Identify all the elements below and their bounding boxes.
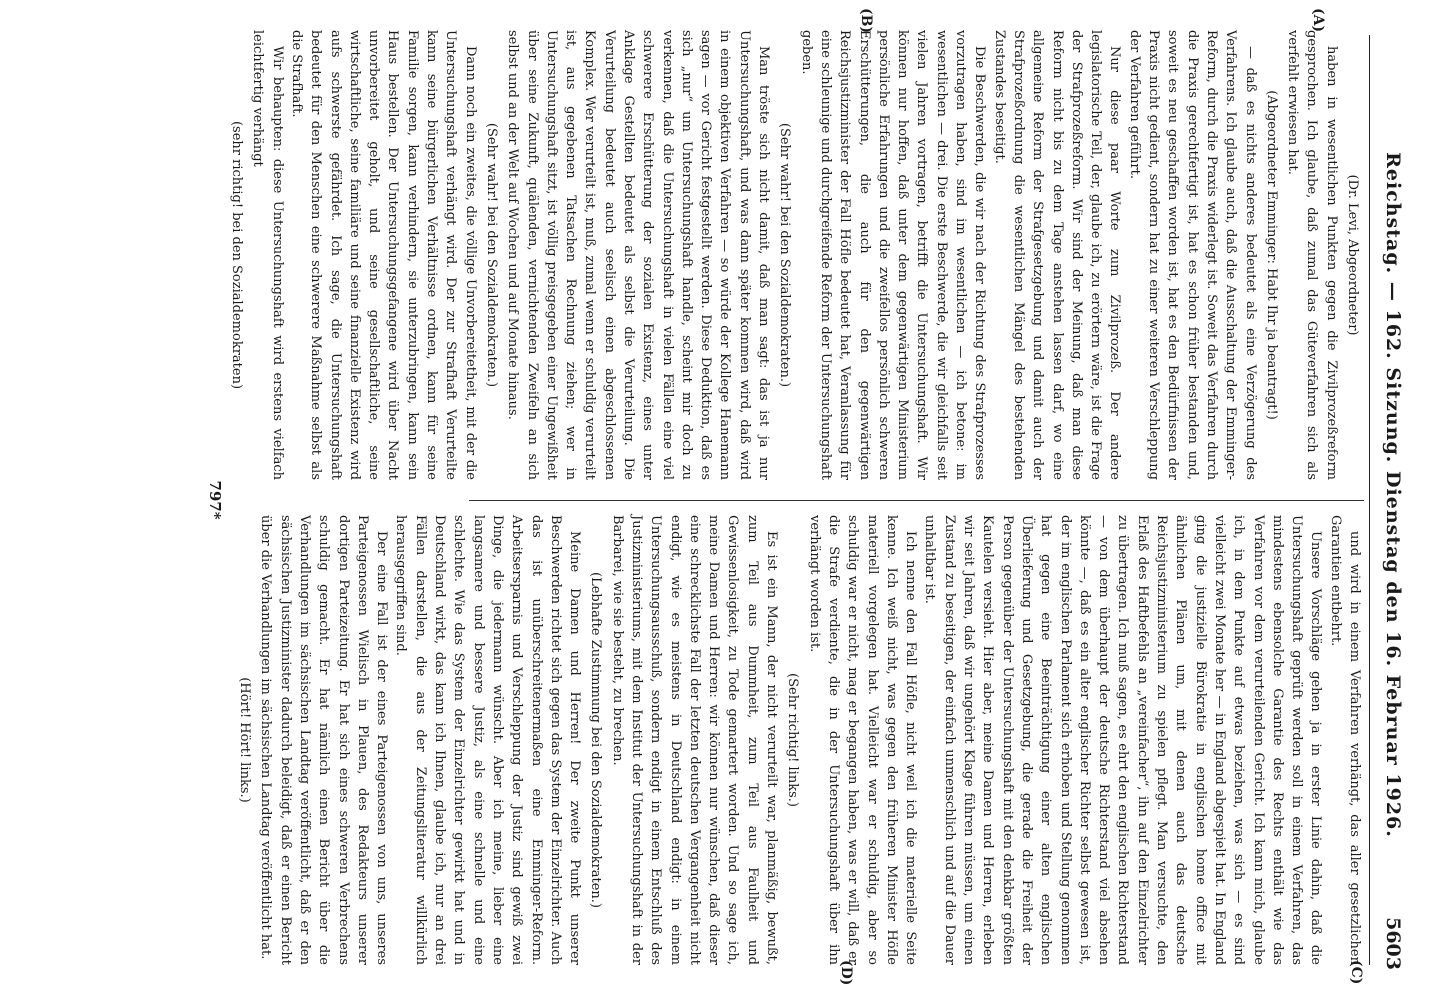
margin-mark-a: (A)	[1310, 8, 1326, 33]
interjection: (Lebhafte Zustimmung bei den Sozialdemokraten.)	[588, 572, 604, 908]
interjection: (Sehr wahr! bei den Sozialdemokraten.)	[777, 122, 793, 388]
column-separator	[469, 500, 1364, 501]
footer-page-number: 797*	[206, 480, 224, 520]
header-rule	[1369, 35, 1370, 965]
paragraph: Man tröste sich nicht damit, daß man sagt: das ist ja nur Untersuchungshaft, und was dann später kommen wird, daß wird in einem objektiven Verfahren — so würde der Kollege Hanemann sagen — vor Gericht festgestellt werden. Diese Deduktion, daß es sich „nur“ um Untersuchungshaft handle, scheint mir doch zu verkennen, daß die Untersuchungshaft in vielen Fällen eine viel schwerere Erschütterung der sozialen Existenz, eines unter Anklage Gestellten bedeutet als selbst die Verurteilung. Die Verurteilung bedeutet auch seelisch einen abgeschlossenen Komplex. Wer verurteilt ist, muß, zumal wenn er schuldig verurteilt ist, aus gegebenen Tatsachen Rechnung ziehen; wer in Untersuchungshaft sitzt, ist völlig preisgegeben einer Ungewißheit über seine Zukunft, quälenden, vernichtenden Zweifeln an sich selbst und an der Welt auf Wochen und auf Monate hinaus.	[505, 30, 772, 480]
paragraph: Es ist ein Mann, der nicht verurteilt war, planmäßig, bewußt, zum Teil aus Dummheit, zum Teil aus Faulheit und Gewissenlosigkeit, zu Tode gemartert worden. Und so sage ich, meine Damen und Herren: wir können nur wünschen, daß dieser eine schrecklichste Fall der letzten deutschen Vergangenheit nicht endigt, wie es meistens in Deutschland endigt: in einem Untersuchungsausschuß, sondern endigt in einem Entschluß des Justizministeriums, mit dem Institut der Untersuchungshaft in der Barbarei, wie sie besteht, zu brechen.	[609, 515, 780, 965]
margin-mark-c: (C)	[1348, 960, 1364, 985]
paragraph: — daß es nichts anderes bedeutet als eine Verzögerung des Verfahrens. Ich glaube auch, daß die Ausschaltung der Emminger-Reform, durch die Praxis widerlegt ist. Soweit das Verfahren durch die Praxis gerechtfertigt ist, hat es schon früher bestanden und, soweit es neu geschaffen worden ist, hat es den Bedürfnissen der Praxis nicht gedient, sondern hat zu einer weiteren Verschleppung der Verfahren geführt.	[1126, 30, 1258, 480]
margin-mark-d: (D)	[838, 960, 854, 986]
left-text-column	[229, 30, 1364, 480]
margin-mark-b: (B)	[858, 8, 874, 34]
paragraph: haben in wesentlichen Punkten gegen die Zivilprozeßreform gesprochen. Ich glaube, daß zumal das Güteverfahren sich als verfehlt erwiesen hat.	[1285, 30, 1339, 480]
paragraph: Ich nenne den Fall Höfle, nicht weil ich die materielle Seite kenne. Ich weiß nicht, was gegen den früheren Minister Höfle materiell vorgelegen hat. Vielleicht war er schuldig, aber so schuldig war er nicht, mag er begangen haben, was er will, daß er die Strafe verdiente, die in der Untersuchungshaft über ihn verhängt worden ist.	[806, 515, 919, 965]
paragraph: Dann noch ein zweites, die völlige Unvorbereitetheit, mit der die Untersuchungshaft verhängt wird. Der zur Strafhaft Verurteilte kann seine bürgerlichen Verhältnisse ordnen, kann für seine Familie sorgen, kann verhindern, sie unterzubringen, kann sein Haus bestellen. Der Untersuchungsgefangene wird über Nacht unvorbereitet geholt, und seine gesellschaftliche, seine wirtschaftliche, seine familiäre und seine finanzielle Existenz wird aufs schwerste gefährdet. Ich sage, die Untersuchungshaft bedeutet für den Menschen eine schwerere Maßnahme selbst als die Strafhaft.	[288, 30, 478, 480]
paragraph: Meine Damen und Herren! Der zweite Punkt unserer Beschwerden richtet sich gegen das System der Einzelrichter. Auch das ist unüberschreitenermaßen eine Emminger-Reform. Arbeitsersparnis und Verschleppung der Justiz sind gewiß zwei Dinge, die jedermann wünscht. Aber ich meine, lieber eine langsamere und bessere Justiz, als eine schnelle und eine schlechte. Wie das System der Einzelrichter gewirkt hat und in Deutschland wirkt, das kann ich Ihnen, glaube ich, nur an drei Fällen darstellen, die aus der Zeitungsliteratur willkürlich herausgegriffen sind.	[393, 515, 583, 965]
paragraph: und wird in einem Verfahren verhängt, das aller gesetzlichen Garantien entbehrt.	[1327, 515, 1362, 965]
interjection: (Sehr wahr! bei den Sozialdemokraten.)	[483, 122, 499, 388]
paragraph: Nur diese paar Worte zum Zivilprozeß. Der andere legislatorische Teil, der, glaube ich, zu erörtern wäre, ist die Frage der Strafprozeßreform. Wir sind der Meinung, daß man diese Reform nicht bis zu dem Tage anstehen lassen darf, wo eine allgemeine Reform der Strafgesetzgebung und damit auch der Strafprozeßordnung die wesentlichen Mängel des bestehenden Zustandes beseitigt.	[991, 30, 1123, 480]
interjection: (Abgeordneter Emminger: Habt Ihr ja beantragt!)	[1263, 90, 1279, 420]
right-text-column	[237, 515, 1364, 965]
paragraph: Unsere Vorschläge gehen ja in erster Linie dahin, daß die Untersuchungshaft geprüft werden soll in einem Verfahren, das mindestens ebensolche Garantie des Rechts enthält wie das Verfahren vor dem verurteilenden Gericht. Ich kann mich, glaube ich, in dem Punkte auf etwas beziehen, was sich — es sind vielleicht zwei Monate her — in England abgespielt hat. In England ging die justizielle Bürokratie in englischen home office mit ähnlichen Plänen um, mit denen auch das deutsche Reichsjustizministerium zu spielen pflegt. Man versuchte, den Erlaß des Haftbefehls an „vereinfacher“, ihn auf den Einzelrichter zu übertragen. Ich muß sagen, es ehrt den englischen Richterstand — von dem überhaupt der deutsche Richterstand viel absehen könnte —, daß es ein alter englischer Richter selbst gewesen ist, der im englischen Parlament sich erhoben und Stellung genommen hat gegen eine Beeinträchtigung einer alten englischen Überlieferung und Gesetzgebung, die gerade die Freiheit der Person gegenüber der Untersuchungshaft mit den denkbar größten Kautelen versieht. Hier aber, meine Damen und Herren, erleben wir seit Jahren, daß wir ungehört Klage führen müssen, um einen Zustand zu beseitigen, der einfach unmenschlich und auf die Dauer unhaltbar ist.	[922, 515, 1324, 965]
paragraph: Der eine Fall ist der eines Parteigenossen von uns, unseres Parteigenossen Wielisch in Plauen, des Redakteurs unserer dortigen Parteizeitung. Er hat sich eines schweren Verbrechens schuldig gemacht. Er hat nämlich einen Bericht über die Verhandlungen im sächsischen Landtag veröffentlicht, daß er den sächsischen Justizminister dadurch beleidigt, daß er einen Bericht über die Verhandlungen im sächsischen Landtag veröffentlicht hat.	[258, 515, 390, 965]
paragraph: Die Beschwerden, die wir nach der Richtung des Strafprozesses vorzutragen haben, sind im wesentlichen — ich betone: im wesentlichen — drei. Die erste Beschwerde, die wir gleichfalls seit vielen Jahren vortragen, betrifft die Untersuchungshaft. Wir können nur hoffen, daß unter dem gegenwärtigen Ministerium persönliche Erfahrungen und die zweifellos persönlich schweren Erschütterungen, die auch für den gegenwärtigen Reichsjustizminister der Fall Höfle bedeutet hat, Veranlassung für eine schleunige und durchgreifende Reform der Untersuchungshaft geben.	[798, 30, 988, 480]
interjection: (Sehr richtig! links.)	[785, 673, 801, 807]
page-title: Reichstag. — 162. Sitzung. Dienstag den 16. Februar 1926.	[1382, 152, 1404, 838]
paragraph: Wir behaupten: diese Untersuchungshaft wird erstens vielfach leichtfertig verhängt	[250, 30, 285, 480]
page-header	[1370, 20, 1404, 970]
page-number-header: 5603	[1382, 917, 1404, 970]
interjection: (sehr richtig! bei den Sozialdemokraten)	[229, 120, 245, 390]
interjection: (Hört! Hört! links.)	[237, 677, 253, 803]
interjection: (Dr. Levi, Abgeordneter)	[1345, 174, 1360, 336]
